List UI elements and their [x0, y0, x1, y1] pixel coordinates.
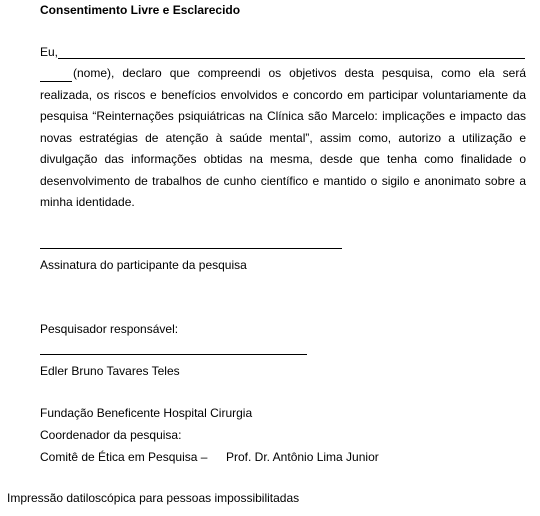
- consent-body-text: (nome), declaro que compreendi os objetivos desta pesquisa, como ela será realizada, os riscos e benefícios envolvidos e concordo em participar voluntariamente da pesquisa “Reinternações psiquiátricas na Clínica são Marcelo: implicações e impacto das novas estratégias de atenção à saúde mental”, assim como, autorizo a utilização e divulgação das informações obtidas na mesma, desde que tenha como finalidade o desenvolvimento de trabalhos de cunho científico e mantido o sigilo e anonimato sobre a minha identidade.: [40, 66, 526, 209]
- researcher-signature-line: [40, 354, 307, 355]
- coordinator-name: Prof. Dr. Antônio Lima Junior: [226, 450, 379, 464]
- coordinator-label: Coordenador da pesquisa:: [40, 428, 182, 442]
- researcher-name: Edler Bruno Tavares Teles: [40, 364, 180, 378]
- document-title: Consentimento Livre e Esclarecido: [40, 3, 241, 17]
- participant-signature-label: Assinatura do participante da pesquisa: [40, 258, 247, 272]
- name-line: [58, 58, 525, 59]
- ethics-committee: Comitê de Ética em Pesquisa –: [40, 450, 208, 464]
- institution-name: Fundação Beneficente Hospital Cirurgia: [40, 406, 253, 420]
- fingerprint-label: Impressão datiloscópica para pessoas impossibilitadas: [7, 491, 300, 505]
- researcher-label: Pesquisador responsável:: [40, 322, 179, 336]
- participant-signature-line: [40, 248, 342, 249]
- intro-prefix: Eu,: [40, 45, 59, 59]
